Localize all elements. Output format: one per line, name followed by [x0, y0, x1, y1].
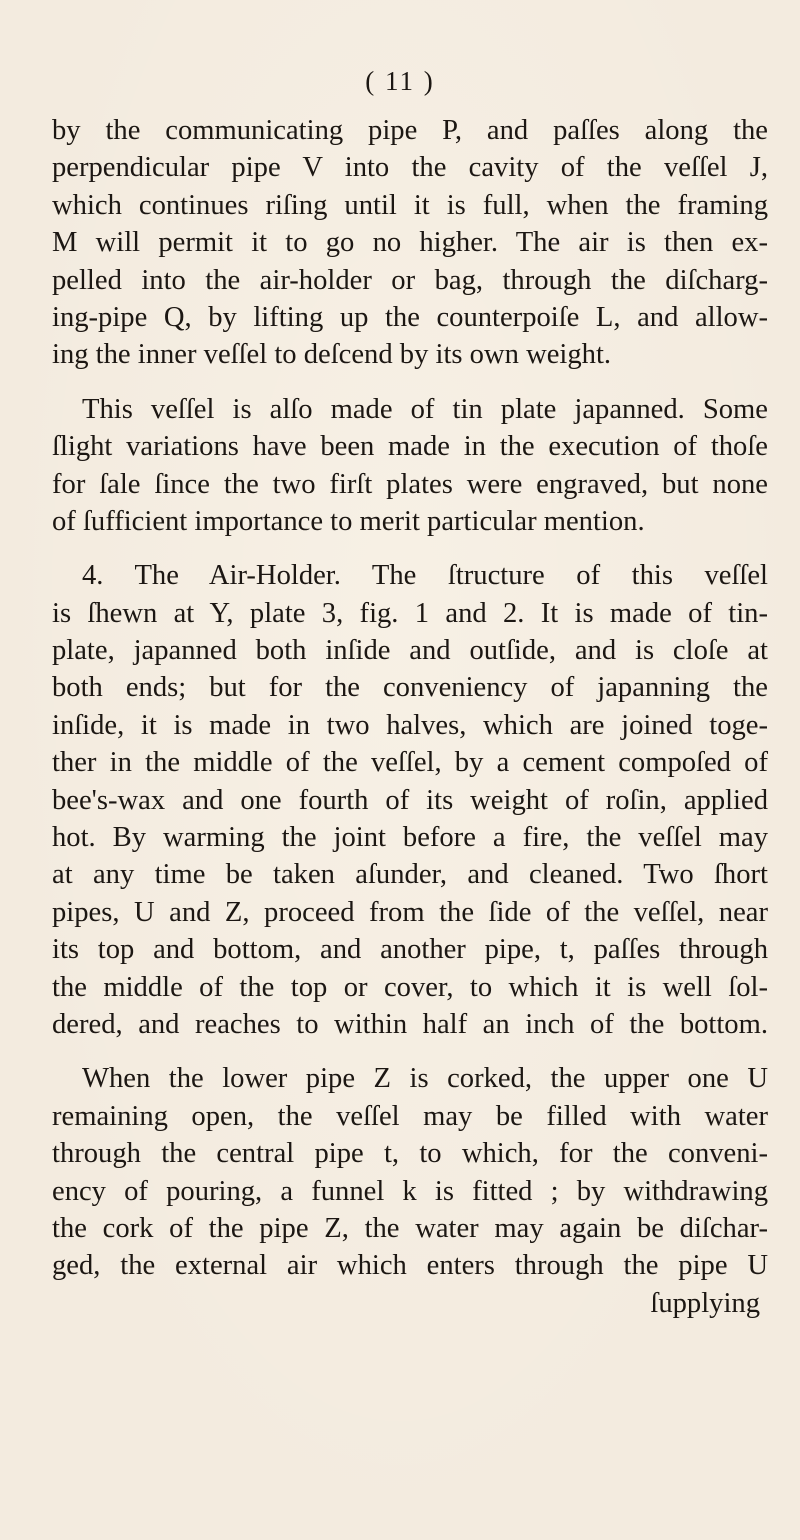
text-line: perpendicular pipe V into the cavity of the veſſel J, [52, 152, 768, 184]
text-line: 4. The Air-Holder. The ſtructure of this veſſel [82, 560, 768, 592]
text-line: remaining open, the veſſel may be filled with water [52, 1100, 768, 1132]
text-line: pelled into the air-holder or bag, through the diſcharg- [52, 264, 768, 296]
text-line: dered, and reaches to within half an inch of the bottom. [52, 1008, 768, 1040]
text-line: through the central pipe t, to which, for the conveni- [52, 1138, 768, 1170]
text-line: the middle of the top or cover, to which it is well ſol- [52, 971, 768, 1003]
text-line: ing-pipe Q, by lifting up the counterpoiſe L, and allow- [52, 301, 768, 333]
text-line: This veſſel is alſo made of tin plate japanned. Some [82, 393, 768, 425]
text-line: ency of pouring, a funnel k is fitted ; by withdrawing [52, 1175, 768, 1207]
text-line: which continues riſing until it is full, when the framing [52, 189, 768, 221]
paragraph-tin-plate [52, 391, 768, 541]
text-line: by the communicating pipe P, and paſſes along the [52, 115, 768, 146]
text-line: is ſhewn at Y, plate 3, fig. 1 and 2. It is made of tin- [52, 597, 768, 629]
text-line: of ſufficient importance to merit particular mention. [52, 505, 645, 537]
text-line: at any time be taken aſunder, and cleaned. Two ſhort [52, 859, 768, 891]
text-line: both ends; but for the conveniency of japanning the [52, 672, 768, 704]
text-line: When the lower pipe Z is corked, the upper one U [82, 1063, 768, 1095]
text-line: M will permit it to go no higher. The air is then ex- [52, 227, 768, 259]
text-line: ged, the external air which enters through the pipe U [52, 1250, 768, 1282]
text-line: the cork of the pipe Z, the water may again be diſchar- [52, 1212, 768, 1244]
page-number: ( 11 ) [365, 66, 435, 96]
text-line: its top and bottom, and another pipe, t, paſſes through [52, 934, 768, 966]
catchword: ſupplying [650, 1287, 760, 1319]
text-line: hot. By warming the joint before a fire, the veſſel may [52, 822, 768, 854]
text-line: ſlight variations have been made in the execution of thoſe [52, 431, 768, 463]
paragraph-lower-pipe [52, 1060, 768, 1322]
text-line: inſide, it is made in two halves, which are joined toge- [52, 709, 768, 741]
text-line: plate, japanned both inſide and outſide, and is cloſe at [52, 635, 768, 667]
text-line: ther in the middle of the veſſel, by a cement compoſed of [52, 747, 768, 779]
paragraph-pipe-description [52, 112, 768, 374]
text-line: ing the inner veſſel to deſcend by its own weight. [52, 339, 612, 371]
text-line: pipes, U and Z, proceed from the ſide of the veſſel, near [52, 896, 768, 928]
paragraph-air-holder [52, 557, 768, 1043]
body-text [52, 112, 768, 1339]
text-line: for ſale ſince the two firſt plates were engraved, but none [52, 468, 768, 500]
text-line: bee's-wax and one fourth of its weight of roſin, applied [52, 784, 768, 816]
